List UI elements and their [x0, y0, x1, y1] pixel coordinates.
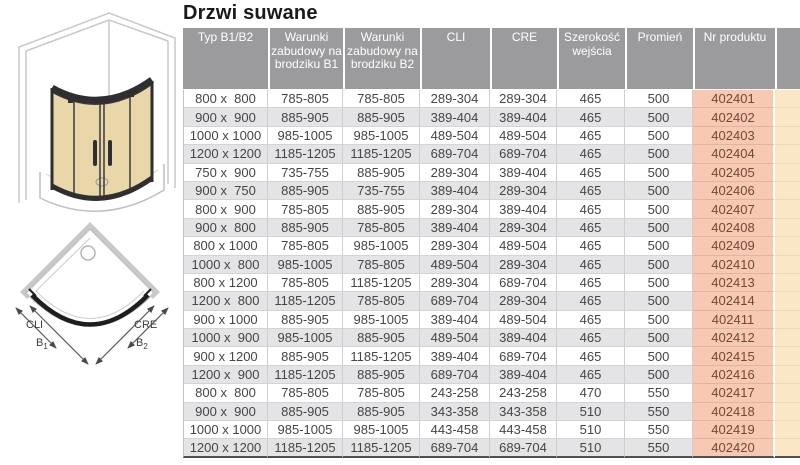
- table-row: [183, 182, 800, 200]
- cell-partial: [775, 108, 800, 126]
- cell-typ: 1000 x 800: [183, 256, 268, 274]
- table-row: [183, 108, 800, 126]
- cell-cre: 443-458: [490, 421, 557, 439]
- cell-partial: [775, 274, 800, 292]
- cell-nr-produktu: 402401: [693, 90, 775, 108]
- cell-partial: [775, 347, 800, 365]
- cell-szerokosc: 465: [557, 200, 625, 218]
- cell-typ: 800 x 900: [183, 200, 268, 218]
- cell-nr-produktu: 402406: [693, 182, 775, 200]
- cell-warunki-b1: 885-905: [268, 108, 343, 126]
- cell-szerokosc: 465: [557, 347, 625, 365]
- cell-warunki-b1: 985-1005: [268, 127, 343, 145]
- cell-warunki-b2: 985-1005: [343, 421, 420, 439]
- cell-typ: 1200 x 800: [183, 292, 268, 310]
- cell-typ: 800 x 1200: [183, 274, 268, 292]
- cell-warunki-b1: 785-805: [268, 200, 343, 218]
- table-row: [183, 403, 800, 421]
- cell-cli: 389-404: [420, 219, 490, 237]
- cell-cre: 489-504: [490, 237, 557, 255]
- cell-typ: 1200 x 1200: [183, 145, 268, 163]
- cell-warunki-b2: 885-905: [343, 366, 420, 384]
- cell-warunki-b2: 885-905: [343, 200, 420, 218]
- cell-promien: 500: [625, 237, 693, 255]
- cell-cli: 489-504: [420, 329, 490, 347]
- table-row: [183, 439, 800, 458]
- cell-warunki-b2: 985-1005: [343, 237, 420, 255]
- cell-warunki-b2: 885-905: [343, 329, 420, 347]
- cell-cli: 289-304: [420, 90, 490, 108]
- cell-warunki-b2: 985-1005: [343, 127, 420, 145]
- cell-typ: 900 x 750: [183, 182, 268, 200]
- cell-cli: 389-404: [420, 347, 490, 365]
- cell-szerokosc: 465: [557, 366, 625, 384]
- header-row: [183, 28, 800, 90]
- cell-warunki-b1: 985-1005: [268, 256, 343, 274]
- cell-nr-produktu: 402407: [693, 200, 775, 218]
- cell-cre: 489-504: [490, 311, 557, 329]
- cell-nr-produktu: 402402: [693, 108, 775, 126]
- cell-promien: 500: [625, 256, 693, 274]
- cell-typ: 900 x 1000: [183, 311, 268, 329]
- cell-warunki-b1: 885-905: [268, 182, 343, 200]
- cell-szerokosc: 510: [557, 403, 625, 421]
- cell-cli: 243-258: [420, 384, 490, 402]
- cell-warunki-b1: 1185-1205: [268, 366, 343, 384]
- cell-warunki-b1: 885-905: [268, 403, 343, 421]
- cell-partial: [775, 237, 800, 255]
- plan-label-b2: $B_2$: [136, 337, 148, 351]
- cell-warunki-b1: 785-805: [268, 90, 343, 108]
- column-warunki-b2: Warunki zabudowy na brodziku B2: [343, 28, 420, 90]
- plan-label-b1: $B_1$: [36, 337, 48, 351]
- cell-cre: 289-304: [490, 90, 557, 108]
- cell-szerokosc: 465: [557, 256, 625, 274]
- column-partial: [775, 28, 800, 90]
- cell-partial: [775, 292, 800, 310]
- cell-cre: 689-704: [490, 347, 557, 365]
- cell-warunki-b1: 885-905: [268, 219, 343, 237]
- cell-warunki-b2: 785-805: [343, 384, 420, 402]
- cell-partial: [775, 164, 800, 182]
- cell-partial: [775, 329, 800, 347]
- cell-szerokosc: 465: [557, 182, 625, 200]
- cell-warunki-b2: 785-805: [343, 90, 420, 108]
- cell-nr-produktu: 402410: [693, 256, 775, 274]
- table-row: [183, 200, 800, 218]
- cell-partial: [775, 403, 800, 421]
- cell-typ: 1000 x 1000: [183, 127, 268, 145]
- cell-cre: 289-304: [490, 182, 557, 200]
- cell-typ: 900 x 900: [183, 108, 268, 126]
- table-row: [183, 292, 800, 310]
- table-row: [183, 384, 800, 402]
- cell-nr-produktu: 402415: [693, 347, 775, 365]
- cell-typ: 1200 x 1200: [183, 439, 268, 458]
- shower-3d-view-icon: [12, 10, 180, 234]
- cell-promien: 500: [625, 329, 693, 347]
- cell-partial: [775, 90, 800, 108]
- cell-cre: 343-358: [490, 403, 557, 421]
- table-row: [183, 145, 800, 163]
- cell-szerokosc: 465: [557, 145, 625, 163]
- cell-warunki-b2: 885-905: [343, 403, 420, 421]
- cell-warunki-b1: 1185-1205: [268, 145, 343, 163]
- cell-szerokosc: 465: [557, 108, 625, 126]
- column-warunki-b1: Warunki zabudowy na brodziku B1: [268, 28, 343, 90]
- shower-tray-plan: [26, 229, 154, 326]
- cell-warunki-b2: 1185-1205: [343, 439, 420, 458]
- cell-szerokosc: 465: [557, 311, 625, 329]
- cell-typ: 1000 x 1000: [183, 421, 268, 439]
- cell-promien: 500: [625, 164, 693, 182]
- cell-typ: 900 x 1200: [183, 347, 268, 365]
- cell-nr-produktu: 402408: [693, 219, 775, 237]
- drain-plan: [81, 246, 95, 260]
- cell-nr-produktu: 402420: [693, 439, 775, 458]
- cell-partial: [775, 421, 800, 439]
- cell-szerokosc: 465: [557, 329, 625, 347]
- cell-szerokosc: 510: [557, 439, 625, 458]
- cell-typ: 750 x 900: [183, 164, 268, 182]
- cell-warunki-b2: 885-905: [343, 164, 420, 182]
- cell-nr-produktu: 402419: [693, 421, 775, 439]
- table-row: [183, 127, 800, 145]
- cell-warunki-b1: 735-755: [268, 164, 343, 182]
- cell-typ: 1200 x 900: [183, 366, 268, 384]
- column-szerokosc-wejscia: Szerokość wejścia: [557, 28, 625, 90]
- table-row: [183, 219, 800, 237]
- column-promien: Promień: [625, 28, 693, 90]
- cell-nr-produktu: 402416: [693, 366, 775, 384]
- cell-promien: 500: [625, 127, 693, 145]
- cell-promien: 500: [625, 347, 693, 365]
- cell-warunki-b1: 985-1005: [268, 421, 343, 439]
- cell-promien: 500: [625, 145, 693, 163]
- cell-cre: 289-304: [490, 292, 557, 310]
- table-row: [183, 90, 800, 108]
- table-row: [183, 421, 800, 439]
- cell-cre: 289-304: [490, 219, 557, 237]
- cell-nr-produktu: 402411: [693, 311, 775, 329]
- table-row: [183, 347, 800, 365]
- cell-partial: [775, 256, 800, 274]
- cell-cre: 389-404: [490, 329, 557, 347]
- cell-nr-produktu: 402417: [693, 384, 775, 402]
- cell-cre: 689-704: [490, 439, 557, 458]
- cell-cli: 389-404: [420, 182, 490, 200]
- cell-cli: 389-404: [420, 311, 490, 329]
- cell-promien: 500: [625, 90, 693, 108]
- cell-szerokosc: 465: [557, 219, 625, 237]
- cell-partial: [775, 439, 800, 458]
- cell-cre: 389-404: [490, 108, 557, 126]
- cell-cli: 289-304: [420, 237, 490, 255]
- cell-promien: 500: [625, 219, 693, 237]
- column-nr-produktu: Nr produktu: [693, 28, 775, 90]
- cell-warunki-b1: 885-905: [268, 311, 343, 329]
- cell-typ: 800 x 800: [183, 384, 268, 402]
- cell-typ: 900 x 900: [183, 403, 268, 421]
- cell-promien: 500: [625, 182, 693, 200]
- column-typ: Typ B1/B2: [183, 28, 268, 90]
- cell-nr-produktu: 402405: [693, 164, 775, 182]
- cell-nr-produktu: 402409: [693, 237, 775, 255]
- table-body: [183, 90, 800, 458]
- cell-warunki-b2: 785-805: [343, 292, 420, 310]
- cell-szerokosc: 465: [557, 164, 625, 182]
- plan-label-cli: CLI: [26, 319, 44, 331]
- plan-label-cre: CRE: [134, 319, 158, 331]
- table-row: [183, 366, 800, 384]
- cell-cli: 289-304: [420, 164, 490, 182]
- table-row: [183, 256, 800, 274]
- cell-szerokosc: 465: [557, 127, 625, 145]
- cell-nr-produktu: 402403: [693, 127, 775, 145]
- cell-warunki-b2: 1185-1205: [343, 347, 420, 365]
- cell-szerokosc: 465: [557, 237, 625, 255]
- cell-partial: [775, 200, 800, 218]
- table-row: [183, 329, 800, 347]
- cell-warunki-b1: 785-805: [268, 274, 343, 292]
- cell-cli: 289-304: [420, 274, 490, 292]
- cell-partial: [775, 311, 800, 329]
- cell-cre: 289-304: [490, 256, 557, 274]
- cell-warunki-b2: 785-805: [343, 256, 420, 274]
- cell-partial: [775, 127, 800, 145]
- cell-cli: 689-704: [420, 366, 490, 384]
- cell-nr-produktu: 402418: [693, 403, 775, 421]
- cell-promien: 550: [625, 421, 693, 439]
- cell-typ: 800 x 800: [183, 90, 268, 108]
- cell-promien: 500: [625, 200, 693, 218]
- cell-cli: 443-458: [420, 421, 490, 439]
- cell-cre: 243-258: [490, 384, 557, 402]
- cell-promien: 500: [625, 292, 693, 310]
- cell-warunki-b2: 985-1005: [343, 311, 420, 329]
- cell-promien: 550: [625, 403, 693, 421]
- cell-typ: 1000 x 900: [183, 329, 268, 347]
- cell-nr-produktu: 402404: [693, 145, 775, 163]
- cell-cli: 389-404: [420, 108, 490, 126]
- cell-partial: [775, 219, 800, 237]
- cell-promien: 550: [625, 384, 693, 402]
- cell-cre: 689-704: [490, 145, 557, 163]
- cell-cre: 489-504: [490, 127, 557, 145]
- table-header: [183, 28, 800, 90]
- cell-nr-produktu: 402412: [693, 329, 775, 347]
- cell-warunki-b2: 1185-1205: [343, 145, 420, 163]
- cell-cre: 389-404: [490, 164, 557, 182]
- cell-warunki-b1: 785-805: [268, 384, 343, 402]
- cell-cre: 689-704: [490, 274, 557, 292]
- cell-nr-produktu: 402413: [693, 274, 775, 292]
- cell-cli: 289-304: [420, 200, 490, 218]
- cell-warunki-b2: 785-805: [343, 219, 420, 237]
- cell-typ: 900 x 800: [183, 219, 268, 237]
- cell-warunki-b1: 885-905: [268, 347, 343, 365]
- cell-warunki-b2: 735-755: [343, 182, 420, 200]
- cell-warunki-b1: 785-805: [268, 237, 343, 255]
- cell-promien: 500: [625, 108, 693, 126]
- cell-warunki-b1: 1185-1205: [268, 439, 343, 458]
- cell-promien: 500: [625, 311, 693, 329]
- cell-cli: 689-704: [420, 439, 490, 458]
- cell-szerokosc: 465: [557, 274, 625, 292]
- cell-nr-produktu: 402414: [693, 292, 775, 310]
- cell-szerokosc: 470: [557, 384, 625, 402]
- cell-typ: 800 x 1000: [183, 237, 268, 255]
- cell-warunki-b2: 1185-1205: [343, 274, 420, 292]
- cell-szerokosc: 510: [557, 421, 625, 439]
- column-cre: CRE: [490, 28, 557, 90]
- column-cli: CLI: [420, 28, 490, 90]
- table-row: [183, 237, 800, 255]
- page-title: Drzwi suwane: [183, 2, 318, 24]
- cell-szerokosc: 465: [557, 90, 625, 108]
- cell-cli: 489-504: [420, 127, 490, 145]
- cell-cli: 343-358: [420, 403, 490, 421]
- cell-warunki-b1: 985-1005: [268, 329, 343, 347]
- cell-cli: 689-704: [420, 292, 490, 310]
- cell-cli: 689-704: [420, 145, 490, 163]
- cell-warunki-b2: 885-905: [343, 108, 420, 126]
- cell-partial: [775, 384, 800, 402]
- cell-szerokosc: 465: [557, 292, 625, 310]
- cell-cre: 389-404: [490, 366, 557, 384]
- cell-partial: [775, 366, 800, 384]
- cell-partial: [775, 145, 800, 163]
- cell-partial: [775, 182, 800, 200]
- cell-promien: 550: [625, 439, 693, 458]
- table-row: [183, 311, 800, 329]
- table-row: [183, 164, 800, 182]
- shower-plan-view-icon: [2, 220, 182, 370]
- cell-cli: 489-504: [420, 256, 490, 274]
- cell-cre: 389-404: [490, 200, 557, 218]
- catalog-table: [183, 28, 800, 458]
- cell-warunki-b1: 1185-1205: [268, 292, 343, 310]
- cell-promien: 500: [625, 274, 693, 292]
- table-row: [183, 274, 800, 292]
- cell-promien: 500: [625, 366, 693, 384]
